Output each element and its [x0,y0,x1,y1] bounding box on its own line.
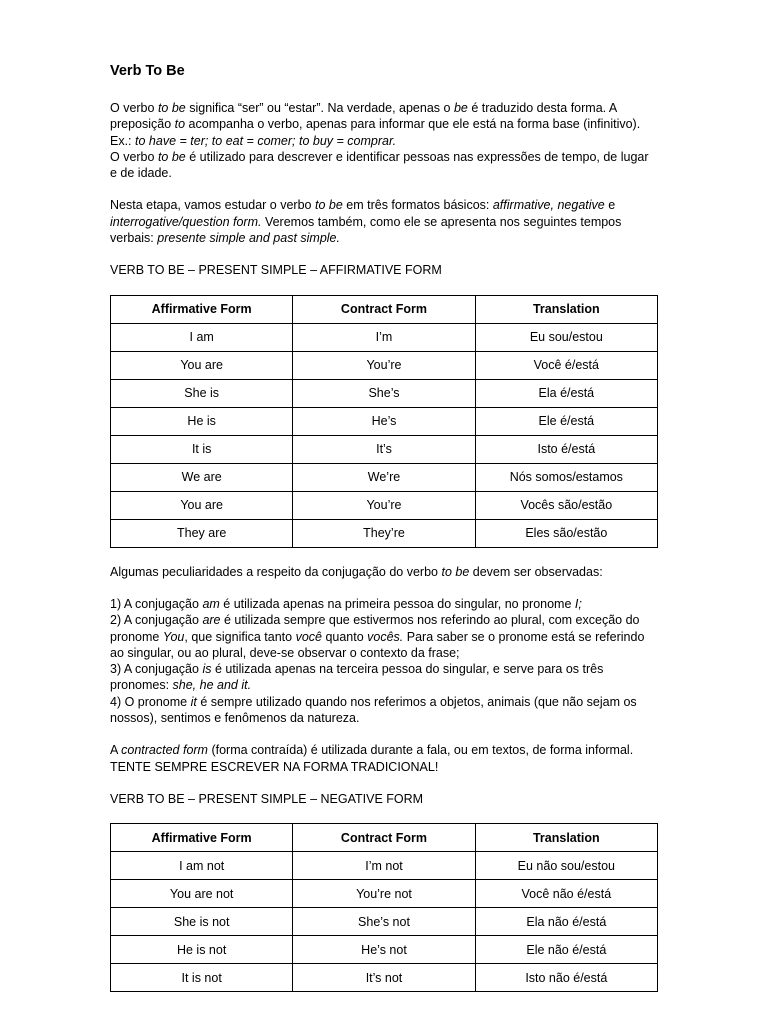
table-cell: You’re [293,491,475,519]
italic-text: to be [157,101,186,115]
table-row [111,964,658,992]
table-row [111,435,658,463]
table-cell: Eu sou/estou [475,323,657,351]
contracted-form-note [110,742,658,775]
table-row [111,491,658,519]
text-run: 4) O pronome [110,694,191,709]
text-run: quanto [321,629,368,644]
paragraph [110,596,658,612]
table-row [111,323,658,351]
column-header: Contract Form [293,295,475,323]
text-run: é sempre utilizado quando nos referimos a objetos, animais (que não sejam os nossos), sentimos e fenômenos da natureza. [110,694,637,726]
table-row [111,880,658,908]
document-page [110,62,658,1008]
spacer [110,775,658,791]
table-cell: It is not [111,964,293,992]
spacer [110,580,658,596]
text-run: significa “ser” ou “estar”. Na verdade, apenas o [185,101,454,115]
table-cell: He’s [293,407,475,435]
paragraph [110,197,658,246]
italic-text: am [202,596,220,611]
table-cell: She’s [293,379,475,407]
column-header: Affirmative Form [111,295,293,323]
text-run: em três formatos básicos: [342,198,493,213]
italic-text: presente simple and past simple. [157,231,340,246]
paragraph [110,149,658,182]
negative-table [110,823,658,992]
text-run: A [110,743,122,758]
text-run: O verbo [110,101,158,115]
italic-text: You [162,629,185,644]
column-header: Affirmative Form [111,824,293,852]
table-row [111,379,658,407]
table-row [111,351,658,379]
table-cell: You’re not [293,880,475,908]
section-heading-negative: VERB TO BE – PRESENT SIMPLE – NEGATIVE FORM [110,791,424,806]
table-cell: You are [111,491,293,519]
paragraph [110,100,658,149]
table-cell: We’re [293,463,475,491]
italic-text: are [202,613,221,628]
table-cell: Ela é/está [475,379,657,407]
text-run: Nesta etapa, vamos estudar o verbo [110,198,315,213]
italic-text: to be [314,198,343,213]
paragraph [110,694,658,727]
table-cell: I’m [293,323,475,351]
table-row [111,519,658,547]
text-run: e [604,198,616,213]
intro-paragraphs [110,100,658,181]
italic-text: interrogative/question form. [110,214,262,229]
text-run: devem ser observadas: [469,564,603,579]
table-cell: We are [111,463,293,491]
text-run: , que significa tanto [184,629,296,644]
table-row [111,908,658,936]
table-cell: Ela não é/está [475,908,657,936]
italic-text: be [453,101,468,115]
table-cell: They are [111,519,293,547]
text-run: 3) A conjugação [110,662,203,677]
table-cell: He is not [111,936,293,964]
text-run: 2) A conjugação [110,613,203,628]
italic-text: is [202,662,212,677]
text-run: é utilizada apenas na terceira pessoa do singular, e serve para os três pronomes: [110,662,604,693]
table-cell: She is [111,379,293,407]
table-row [111,852,658,880]
text-run: é traduzido desta forma. A preposição [110,101,617,132]
paragraph [110,564,658,580]
text-run: é utilizada apenas na primeira pessoa do singular, no pronome [219,596,575,611]
table-cell: I am [111,323,293,351]
table-cell: Ele é/está [475,407,657,435]
table-header-row [111,824,658,852]
table-cell: Você é/está [475,351,657,379]
table-cell: Isto é/está [475,435,657,463]
italic-text: to have = ter; to eat = comer; to buy = comprar. [135,133,397,148]
column-header: Translation [475,295,657,323]
table-cell: Isto não é/está [475,964,657,992]
page-title: Verb To Be [110,63,185,79]
text-run: O verbo [110,149,158,164]
text-run: (forma contraída) é utilizada durante a fala, ou em textos, de forma informal. TENTE SEMPRE ESCREVER NA FORMA TRADICIONAL! [110,743,634,774]
table-cell: He is [111,407,293,435]
table-cell: They’re [293,519,475,547]
table-row [111,407,658,435]
table-cell: It’s [293,435,475,463]
table-cell: I’m not [293,852,475,880]
paragraph [110,742,658,775]
table-cell: You are not [111,880,293,908]
italic-text: to [174,117,186,132]
spacer [110,726,658,742]
text-run: Algumas peculiaridades a respeito da conjugação do verbo [110,564,442,579]
italic-text: to be [157,149,186,164]
peculiarities-list [110,596,658,726]
italic-text: vocês. [367,629,404,644]
table-cell: It is [111,435,293,463]
italic-text: I; [574,596,582,611]
table-cell: Nós somos/estamos [475,463,657,491]
table-cell: Você não é/está [475,880,657,908]
text-run: Para saber se o pronome está se referindo ao singular, ou ao plural, deve-se observar o contexto da frase; [110,629,645,660]
text-run: é utilizado para descrever e identificar pessoas nas expressões de tempo, de lugar e de idade. [110,149,649,181]
table-cell: You are [111,351,293,379]
paragraph [110,661,658,694]
paragraph [110,612,658,661]
spacer [110,181,658,197]
table-row [111,463,658,491]
text-run: é utilizada sempre que estivermos nos referindo ao plural, com exceção do pronome [110,613,640,644]
table-cell: It’s not [293,964,475,992]
italic-text: to be [441,564,470,579]
italic-text: affirmative, negative [492,198,605,213]
italic-text: she, he and it. [172,678,252,693]
table-cell: She’s not [293,908,475,936]
italic-text: it [190,694,197,709]
affirmative-table [110,295,658,548]
table-cell: She is not [111,908,293,936]
table-header-row [111,295,658,323]
table-cell: I am not [111,852,293,880]
text-run: Veremos também, como ele se apresenta nos seguintes tempos verbais: [110,214,622,246]
column-header: Contract Form [293,824,475,852]
peculiarities-intro [110,564,658,580]
table-row [111,936,658,964]
column-header: Translation [475,824,657,852]
spacer [110,246,658,262]
table-cell: Vocês são/estão [475,491,657,519]
table-cell: He’s not [293,936,475,964]
section-heading-affirmative: VERB TO BE – PRESENT SIMPLE – AFFIRMATIVE FORM [110,263,442,278]
intro-paragraph-2 [110,197,658,246]
table-cell: Eles são/estão [475,519,657,547]
table-cell: Ele não é/está [475,936,657,964]
text-run: 1) A conjugação [110,596,203,611]
text-run: acompanha o verbo, apenas para informar que ele está na forma base (infinitivo). Ex.: [110,117,641,148]
table-cell: You’re [293,351,475,379]
italic-text: você [295,629,322,644]
italic-text: contracted form [121,743,208,758]
table-cell: Eu não sou/estou [475,852,657,880]
